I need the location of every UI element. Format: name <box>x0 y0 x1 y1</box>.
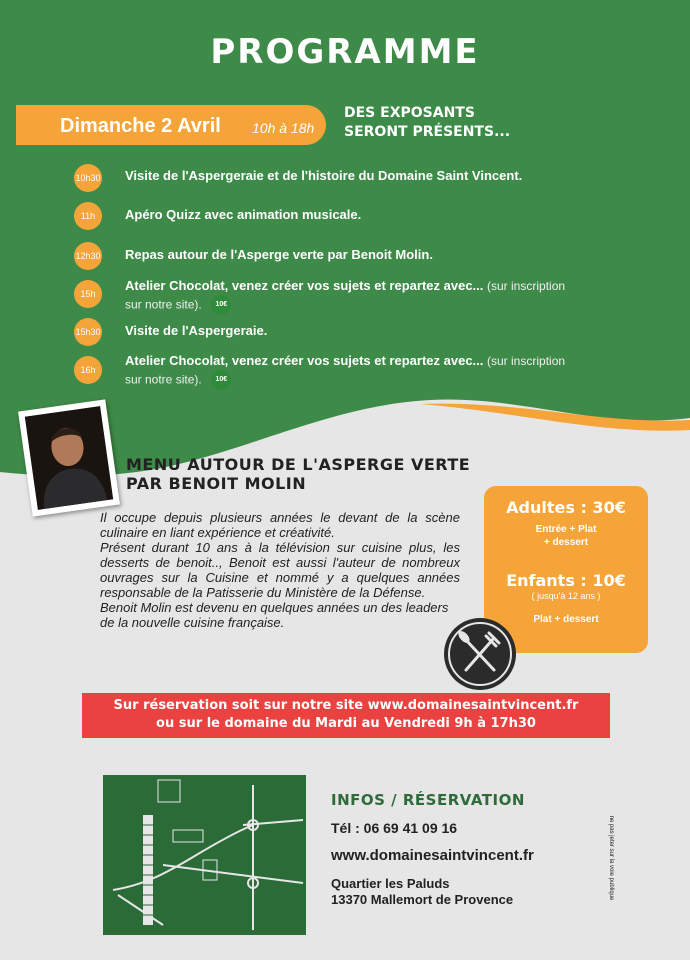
exposants-line-1: DES EXPOSANTS <box>344 105 475 121</box>
legal-note: ne pas jeter sur la voie publique <box>608 815 614 901</box>
address-line-2: 13370 Mallemort de Provence <box>331 892 514 907</box>
kids-price: Enfants : 10€ <box>506 571 626 590</box>
address <box>331 876 513 908</box>
program-item-text: Atelier Chocolat, venez créer vos sujets et repartez avec... <box>125 278 484 293</box>
phone-number: Tél : 06 69 41 09 16 <box>331 820 458 836</box>
reservation-banner <box>82 693 610 738</box>
adults-price: Adultes : 30€ <box>506 498 626 517</box>
access-map <box>103 775 306 935</box>
time-badge: 15h <box>74 280 102 308</box>
exposants-line-2: SERONT PRÉSENTS... <box>344 124 511 140</box>
program-item <box>125 322 605 340</box>
program-item-note: (sur inscription <box>487 354 566 368</box>
reservation-line-1: Sur réservation soit sur notre site www.domainesaintvincent.fr <box>113 698 579 713</box>
program-item <box>125 167 605 185</box>
program-item-text: Apéro Quizz avec animation musicale. <box>125 207 362 222</box>
page-title: PROGRAMME <box>210 32 480 72</box>
time-badge: 12h30 <box>74 242 102 270</box>
event-hours: 10h à 18h <box>252 120 315 136</box>
infos-title: INFOS / RÉSERVATION <box>331 791 525 809</box>
adults-menu-line: + dessert <box>543 537 589 548</box>
program-item-note: (sur inscription <box>487 279 566 293</box>
website-link[interactable]: www.domainesaintvincent.fr <box>331 847 534 864</box>
program-item-note: sur notre site). <box>125 297 202 312</box>
reservation-line-2: ou sur le domaine du Mardi au Vendredi 9h à 17h30 <box>156 716 536 731</box>
program-item-text: Repas autour de l'Asperge verte par Benoit Molin. <box>125 247 433 262</box>
chef-bio <box>100 510 460 630</box>
chef-portrait-icon <box>25 406 113 510</box>
address-line-1: Quartier les Paluds <box>331 876 450 891</box>
kids-age: ( jusqu'à 12 ans ) <box>531 591 601 601</box>
price-badge: 10€ <box>211 370 231 390</box>
time-badge: 16h <box>74 356 102 384</box>
program-item <box>125 246 605 264</box>
chef-photo <box>18 399 120 516</box>
adults-menu-line: Entrée + Plat <box>535 524 597 535</box>
time-badge: 10h30 <box>74 164 102 192</box>
fork-knife-icon <box>442 616 518 692</box>
kids-menu: Plat + dessert <box>533 614 599 625</box>
price-badge: 10€ <box>211 295 231 315</box>
exposants-note <box>344 104 514 142</box>
program-item-text: Visite de l'Aspergeraie. <box>125 323 268 338</box>
program-item-note: sur notre site). <box>125 372 202 387</box>
program-item-text: Visite de l'Aspergeraie et de l'histoire du Domaine Saint Vincent. <box>125 168 523 183</box>
time-badge: 11h <box>74 202 102 230</box>
program-item <box>125 206 605 224</box>
event-date: Dimanche 2 Avril <box>60 115 221 137</box>
menu-title-line-2: PAR BENOIT MOLIN <box>126 474 307 493</box>
program-item <box>125 277 605 315</box>
menu-title <box>126 455 486 493</box>
bio-paragraph: Benoit Molin est devenu en quelques années un des leaders de la nouvelle cuisine française. <box>100 600 449 630</box>
bio-paragraph: Présent durant 10 ans à la télévision sur cuisine plus, les desserts de benoit.., Benoit est aussi l'auteur de nombreux ouvrages sur la Cuisine et nommé y a quelques années responsable de la Patisserie du Ministère de la Défense. <box>100 540 460 600</box>
program-item-text: Atelier Chocolat, venez créer vos sujets et repartez avec... <box>125 353 484 368</box>
bio-paragraph: Il occupe depuis plusieurs années le devant de la scène culinaire en liant expérience et créativité. <box>100 510 460 540</box>
time-badge: 15h30 <box>74 318 102 346</box>
menu-title-line-1: MENU AUTOUR DE L'ASPERGE VERTE <box>126 455 471 474</box>
program-item <box>125 352 605 390</box>
